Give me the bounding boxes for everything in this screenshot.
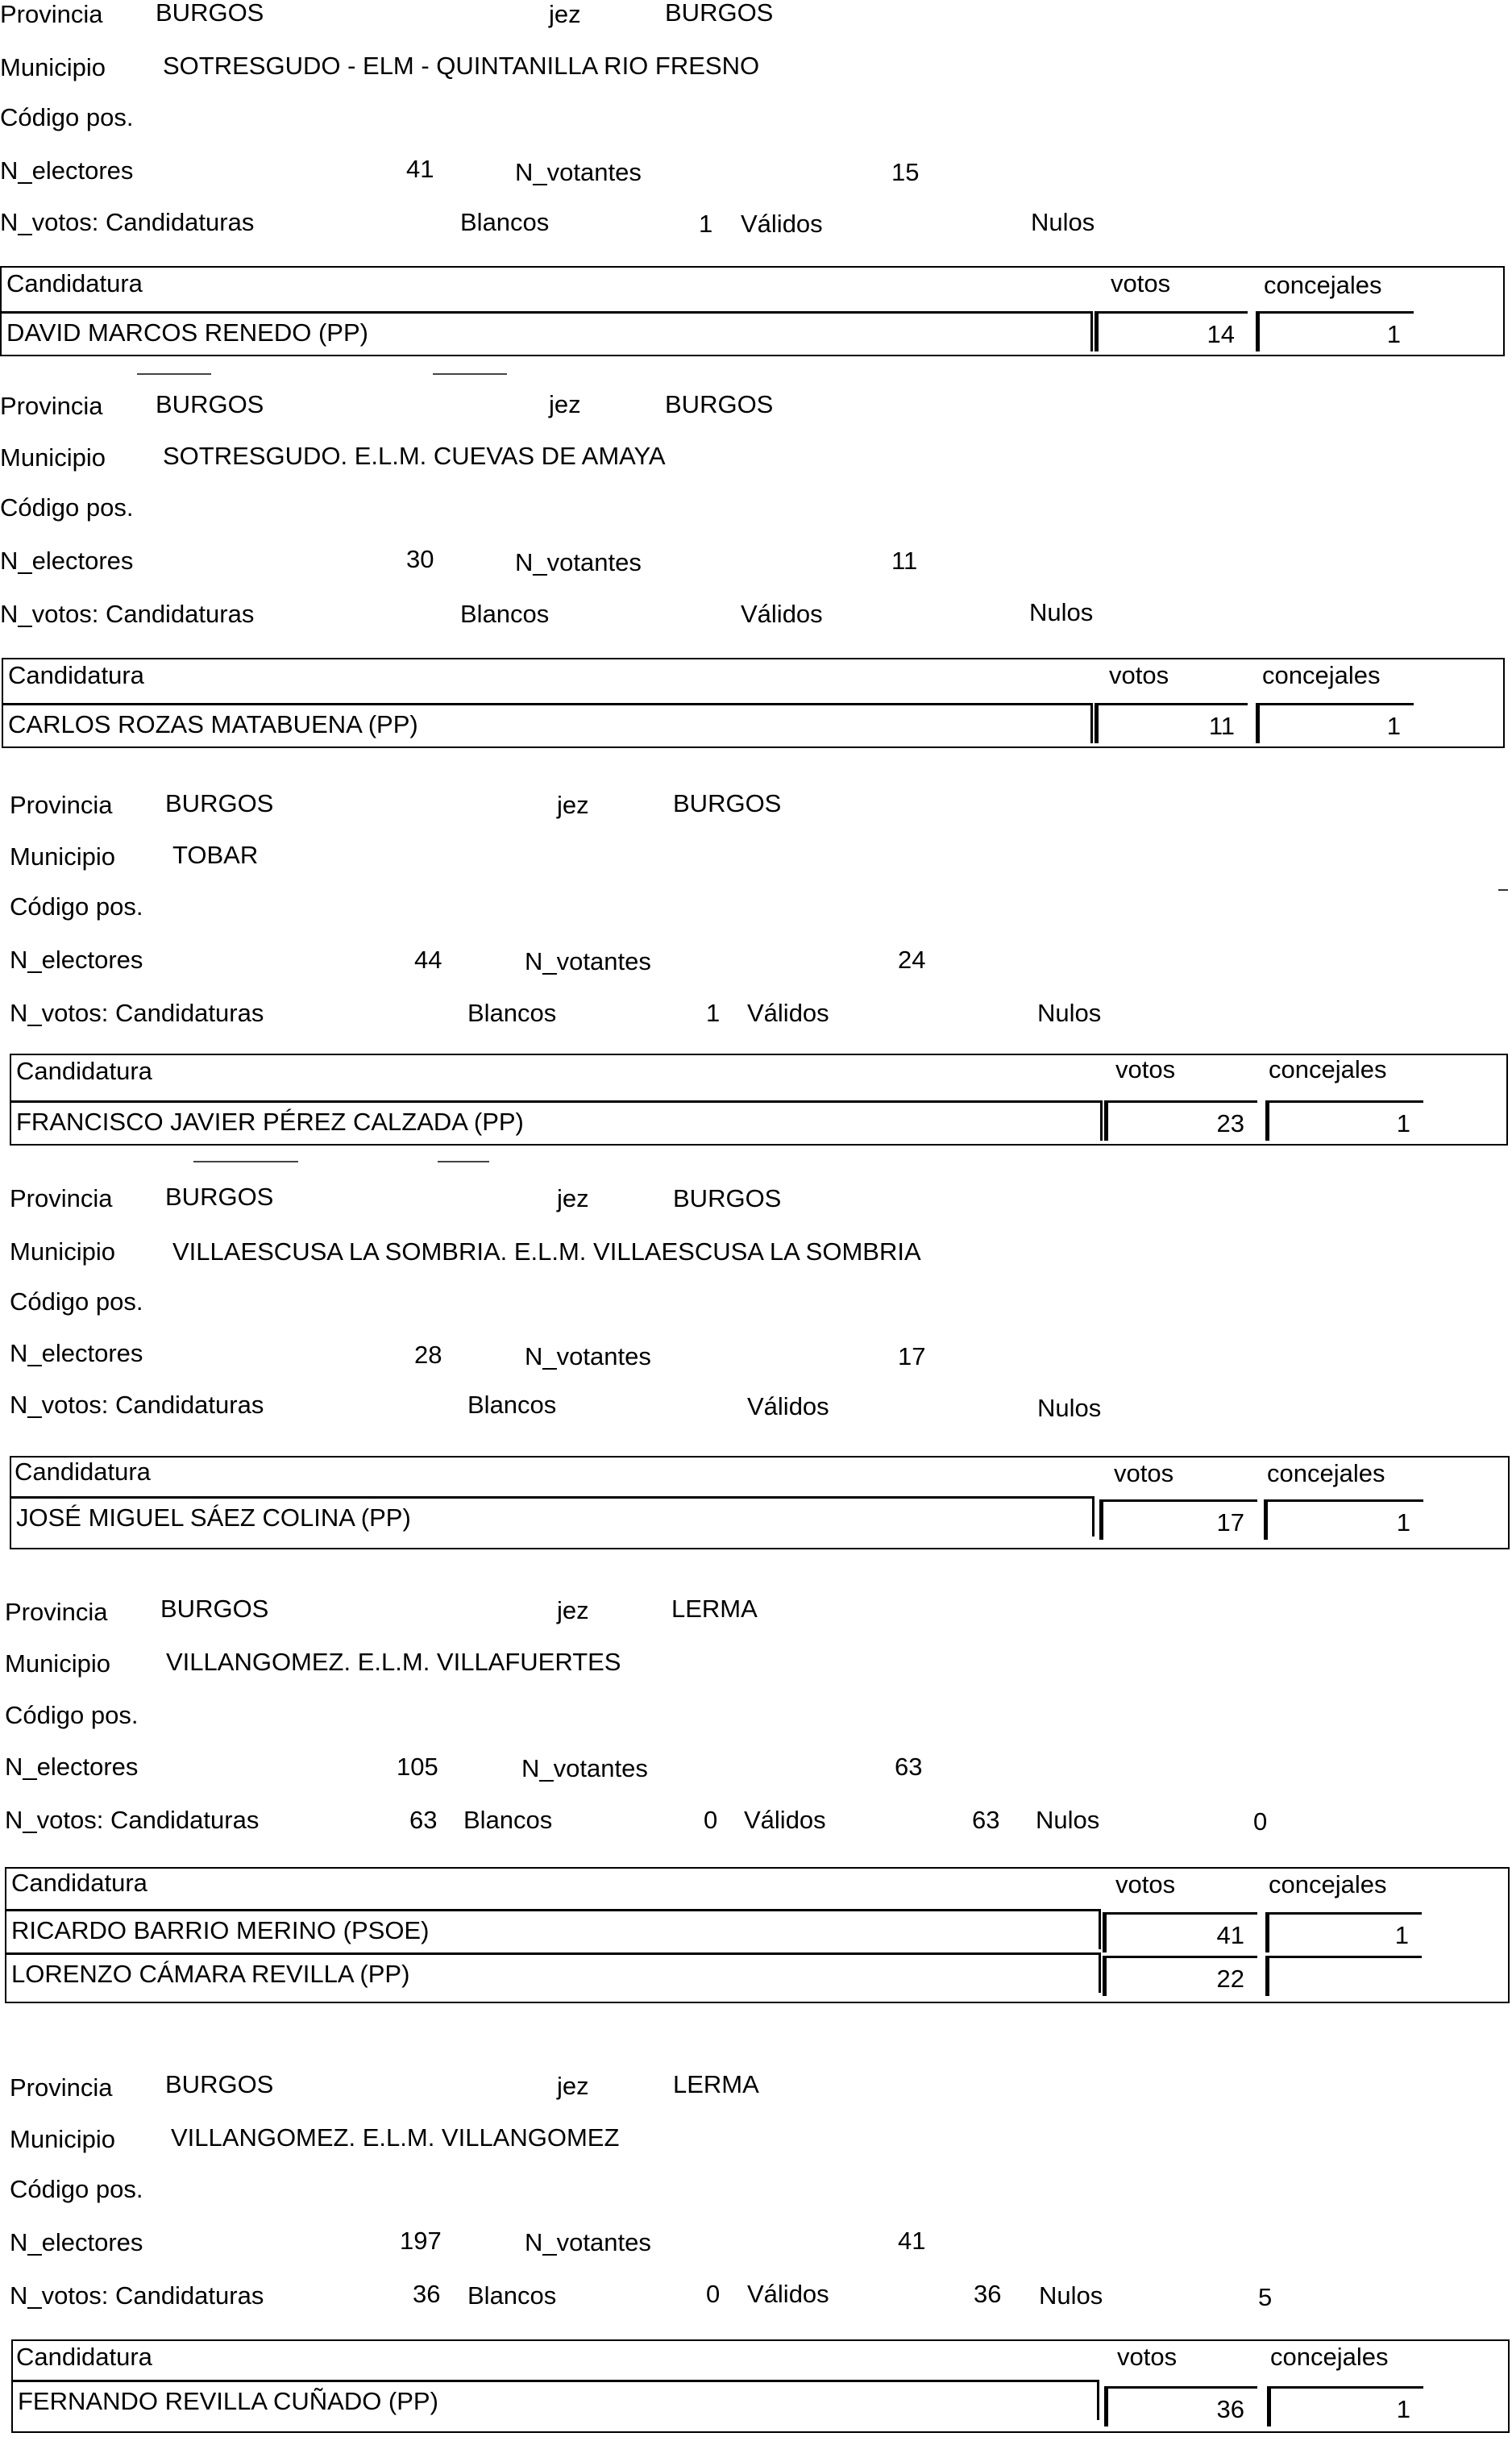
candidatura-cell [3, 703, 1093, 743]
jez-value: BURGOS [665, 390, 774, 418]
n-votos-label: N_votos: Candidaturas [5, 1806, 260, 1834]
concejales-header: concejales [1262, 661, 1381, 689]
n-electores-label: N_electores [10, 2228, 143, 2256]
nulos-label: Nulos [1037, 999, 1102, 1027]
n-votantes-label: N_votantes [515, 548, 642, 576]
municipio-label: Municipio [10, 2125, 115, 2153]
jez-label: jez [557, 1184, 589, 1212]
candidatura-cell [13, 2380, 1099, 2420]
jez-value: LERMA [671, 1595, 758, 1623]
validos-label: Válidos [747, 2280, 829, 2308]
votos-value: 11 [1208, 712, 1235, 740]
jez-label: jez [557, 2072, 589, 2100]
votos-header: votos [1111, 269, 1171, 297]
votos-header: votos [1115, 1055, 1176, 1083]
n-votos-label: N_votos: Candidaturas [10, 1391, 264, 1419]
election-record [0, 0, 1512, 371]
nulos-label: Nulos [1039, 2281, 1103, 2310]
candidatura-name: LORENZO CÁMARA REVILLA (PP) [11, 1960, 410, 1988]
validos-value: 36 [974, 2280, 1002, 2308]
municipio-value: VILLANGOMEZ. E.L.M. VILLANGOMEZ [171, 2123, 620, 2152]
codigo-pos-label: Código pos. [5, 1701, 139, 1729]
candidatura-name: JOSÉ MIGUEL SÁEZ COLINA (PP) [16, 1503, 411, 1532]
n-votantes-value: 15 [891, 158, 920, 186]
n-votos-label: N_votos: Candidaturas [10, 999, 264, 1027]
concejales-header: concejales [1267, 1459, 1385, 1487]
votos-value: 41 [1216, 1921, 1244, 1949]
candidaturas-value: 63 [409, 1806, 438, 1834]
blancos-value: 0 [706, 2280, 721, 2308]
provincia-label: Provincia [0, 0, 103, 28]
candidatura-name: FERNANDO REVILLA CUÑADO (PP) [18, 2387, 438, 2415]
votos-header: votos [1115, 1870, 1176, 1898]
validos-label: Válidos [741, 210, 823, 238]
municipio-label: Municipio [5, 1649, 110, 1678]
jez-value: BURGOS [673, 1184, 782, 1212]
candidatura-cell [2, 311, 1093, 351]
validos-value: 63 [972, 1806, 1000, 1834]
votos-cell [1095, 703, 1248, 743]
n-electores-value: 30 [406, 545, 434, 573]
votos-cell [1104, 2386, 1257, 2426]
election-record [0, 1183, 1512, 1553]
n-electores-value: 105 [397, 1753, 438, 1781]
concejales-header: concejales [1270, 2343, 1389, 2371]
municipio-label: Municipio [0, 53, 106, 81]
n-votantes-label: N_votantes [525, 1342, 651, 1370]
concejales-value: 1 [1396, 2395, 1410, 2423]
n-electores-value: 28 [414, 1341, 442, 1369]
n-votantes-value: 17 [898, 1342, 926, 1370]
municipio-value: VILLANGOMEZ. E.L.M. VILLAFUERTES [166, 1648, 621, 1676]
provincia-value: BURGOS [156, 390, 264, 418]
n-votantes-label: N_votantes [515, 158, 642, 186]
municipio-value: TOBAR [172, 841, 259, 869]
candidatura-header: Candidatura [11, 1869, 147, 1897]
concejales-value: 1 [1396, 1508, 1410, 1537]
municipio-label: Municipio [10, 1237, 115, 1266]
provincia-value: BURGOS [165, 789, 274, 817]
n-votantes-value: 24 [898, 946, 926, 974]
n-votantes-label: N_votantes [525, 2228, 651, 2256]
n-electores-value: 44 [414, 946, 442, 974]
n-electores-value: 41 [406, 155, 434, 183]
provincia-value: BURGOS [160, 1595, 269, 1623]
n-electores-label: N_electores [10, 1339, 143, 1367]
candidatura-header: Candidatura [6, 269, 143, 297]
concejales-cell [1267, 2386, 1423, 2426]
votos-cell [1103, 1956, 1257, 1996]
votos-cell [1103, 1912, 1257, 1952]
votos-value: 17 [1216, 1508, 1244, 1537]
nulos-label: Nulos [1036, 1806, 1100, 1834]
municipio-value: SOTRESGUDO. E.L.M. CUEVAS DE AMAYA [163, 442, 666, 470]
n-votantes-value: 63 [895, 1753, 923, 1781]
provincia-value: BURGOS [165, 2070, 274, 2098]
validos-label: Válidos [744, 1806, 826, 1834]
nulos-label: Nulos [1031, 208, 1095, 236]
nulos-label: Nulos [1029, 598, 1094, 626]
votos-value: 36 [1216, 2395, 1244, 2423]
scan-artifact [1498, 889, 1508, 891]
municipio-value: SOTRESGUDO - ELM - QUINTANILLA RIO FRESNO [163, 52, 760, 80]
concejales-value: 1 [1386, 320, 1401, 348]
validos-label: Válidos [741, 600, 823, 628]
provincia-label: Provincia [10, 791, 113, 819]
votos-value: 14 [1207, 320, 1235, 348]
n-votos-label: N_votos: Candidaturas [0, 208, 255, 236]
n-electores-label: N_electores [5, 1753, 139, 1781]
jez-label: jez [557, 791, 589, 819]
votos-header: votos [1117, 2343, 1178, 2371]
nulos-value: 5 [1258, 2283, 1273, 2311]
concejales-header: concejales [1269, 1055, 1387, 1083]
candidaturas-table [11, 2339, 1510, 2433]
candidatura-cell [11, 1100, 1103, 1141]
n-electores-label: N_electores [10, 946, 143, 974]
votos-cell [1095, 311, 1248, 351]
candidatura-header: Candidatura [8, 661, 144, 689]
concejales-header: concejales [1264, 271, 1382, 299]
provincia-label: Provincia [0, 392, 103, 420]
municipio-value: VILLAESCUSA LA SOMBRIA. E.L.M. VILLAESCUSA LA SOMBRIA [172, 1237, 921, 1266]
nulos-label: Nulos [1037, 1394, 1102, 1422]
concejales-cell [1256, 311, 1414, 351]
jez-value: BURGOS [665, 0, 774, 27]
codigo-pos-label: Código pos. [10, 1287, 143, 1316]
candidaturas-table [5, 1867, 1510, 2003]
codigo-pos-label: Código pos. [0, 493, 134, 522]
n-votantes-value: 41 [898, 2227, 926, 2255]
scan-artifact [433, 373, 507, 375]
candidaturas-table [10, 1456, 1510, 1549]
n-votos-label: N_votos: Candidaturas [10, 2281, 264, 2310]
municipio-label: Municipio [10, 842, 115, 871]
blancos-label: Blancos [467, 2281, 557, 2310]
votos-cell [1104, 1100, 1257, 1141]
scan-artifact [193, 1161, 298, 1162]
blancos-value: 1 [699, 210, 713, 238]
election-record [0, 789, 1512, 1160]
n-votantes-label: N_votantes [525, 947, 651, 975]
candidaturas-table [0, 266, 1505, 356]
nulos-value: 0 [1253, 1807, 1268, 1836]
candidatura-name: DAVID MARCOS RENEDO (PP) [6, 318, 368, 347]
n-votantes-value: 11 [891, 547, 918, 575]
blancos-label: Blancos [460, 208, 550, 236]
election-record [0, 390, 1512, 761]
concejales-cell [1265, 1100, 1423, 1141]
concejales-cell [1265, 1912, 1422, 1952]
blancos-label: Blancos [467, 999, 557, 1027]
concejales-cell [1265, 1956, 1422, 1996]
candidaturas-table [2, 658, 1505, 748]
jez-value: BURGOS [673, 789, 782, 817]
candidatura-header: Candidatura [16, 1057, 152, 1085]
candidatura-cell [11, 1496, 1095, 1537]
candidatura-cell [6, 1909, 1101, 1949]
jez-value: LERMA [673, 2070, 759, 2098]
provincia-value: BURGOS [165, 1183, 274, 1211]
votos-header: votos [1109, 661, 1169, 689]
votos-header: votos [1114, 1459, 1174, 1487]
validos-label: Válidos [747, 999, 829, 1027]
blancos-value: 1 [706, 999, 721, 1027]
provincia-label: Provincia [10, 1184, 113, 1212]
n-electores-label: N_electores [0, 156, 134, 185]
candidatura-header: Candidatura [16, 2343, 152, 2371]
jez-label: jez [557, 1596, 589, 1624]
concejales-value: 1 [1394, 1921, 1409, 1949]
candidaturas-value: 36 [413, 2280, 441, 2308]
election-record [0, 2070, 1512, 2441]
election-record [0, 1595, 1512, 1993]
n-votos-label: N_votos: Candidaturas [0, 600, 255, 628]
codigo-pos-label: Código pos. [0, 103, 134, 131]
n-votantes-label: N_votantes [521, 1754, 648, 1782]
candidatura-header: Candidatura [15, 1458, 151, 1486]
concejales-value: 1 [1386, 712, 1401, 740]
candidatura-name: CARLOS ROZAS MATABUENA (PP) [8, 710, 418, 738]
scan-artifact [137, 373, 211, 375]
blancos-label: Blancos [463, 1806, 553, 1834]
scan-artifact [438, 1161, 489, 1162]
votos-value: 22 [1216, 1965, 1244, 1993]
blancos-label: Blancos [467, 1391, 557, 1419]
municipio-label: Municipio [0, 443, 106, 472]
concejales-header: concejales [1269, 1870, 1387, 1898]
concejales-value: 1 [1396, 1109, 1410, 1137]
concejales-cell [1264, 1499, 1423, 1540]
blancos-label: Blancos [460, 600, 550, 628]
votos-value: 23 [1216, 1109, 1244, 1137]
candidaturas-table [10, 1054, 1508, 1146]
candidatura-name: RICARDO BARRIO MERINO (PSOE) [11, 1916, 430, 1944]
provincia-value: BURGOS [156, 0, 264, 27]
provincia-label: Provincia [5, 1598, 108, 1626]
candidatura-cell [6, 1952, 1101, 1993]
jez-label: jez [549, 0, 581, 28]
provincia-label: Provincia [10, 2073, 113, 2102]
blancos-value: 0 [704, 1806, 718, 1834]
n-electores-label: N_electores [0, 547, 134, 575]
candidatura-name: FRANCISCO JAVIER PÉREZ CALZADA (PP) [16, 1108, 524, 1136]
codigo-pos-label: Código pos. [10, 892, 143, 921]
jez-label: jez [549, 390, 581, 418]
codigo-pos-label: Código pos. [10, 2175, 143, 2203]
votos-cell [1099, 1499, 1257, 1540]
concejales-cell [1256, 703, 1414, 743]
validos-label: Válidos [747, 1392, 829, 1420]
n-electores-value: 197 [400, 2227, 442, 2255]
